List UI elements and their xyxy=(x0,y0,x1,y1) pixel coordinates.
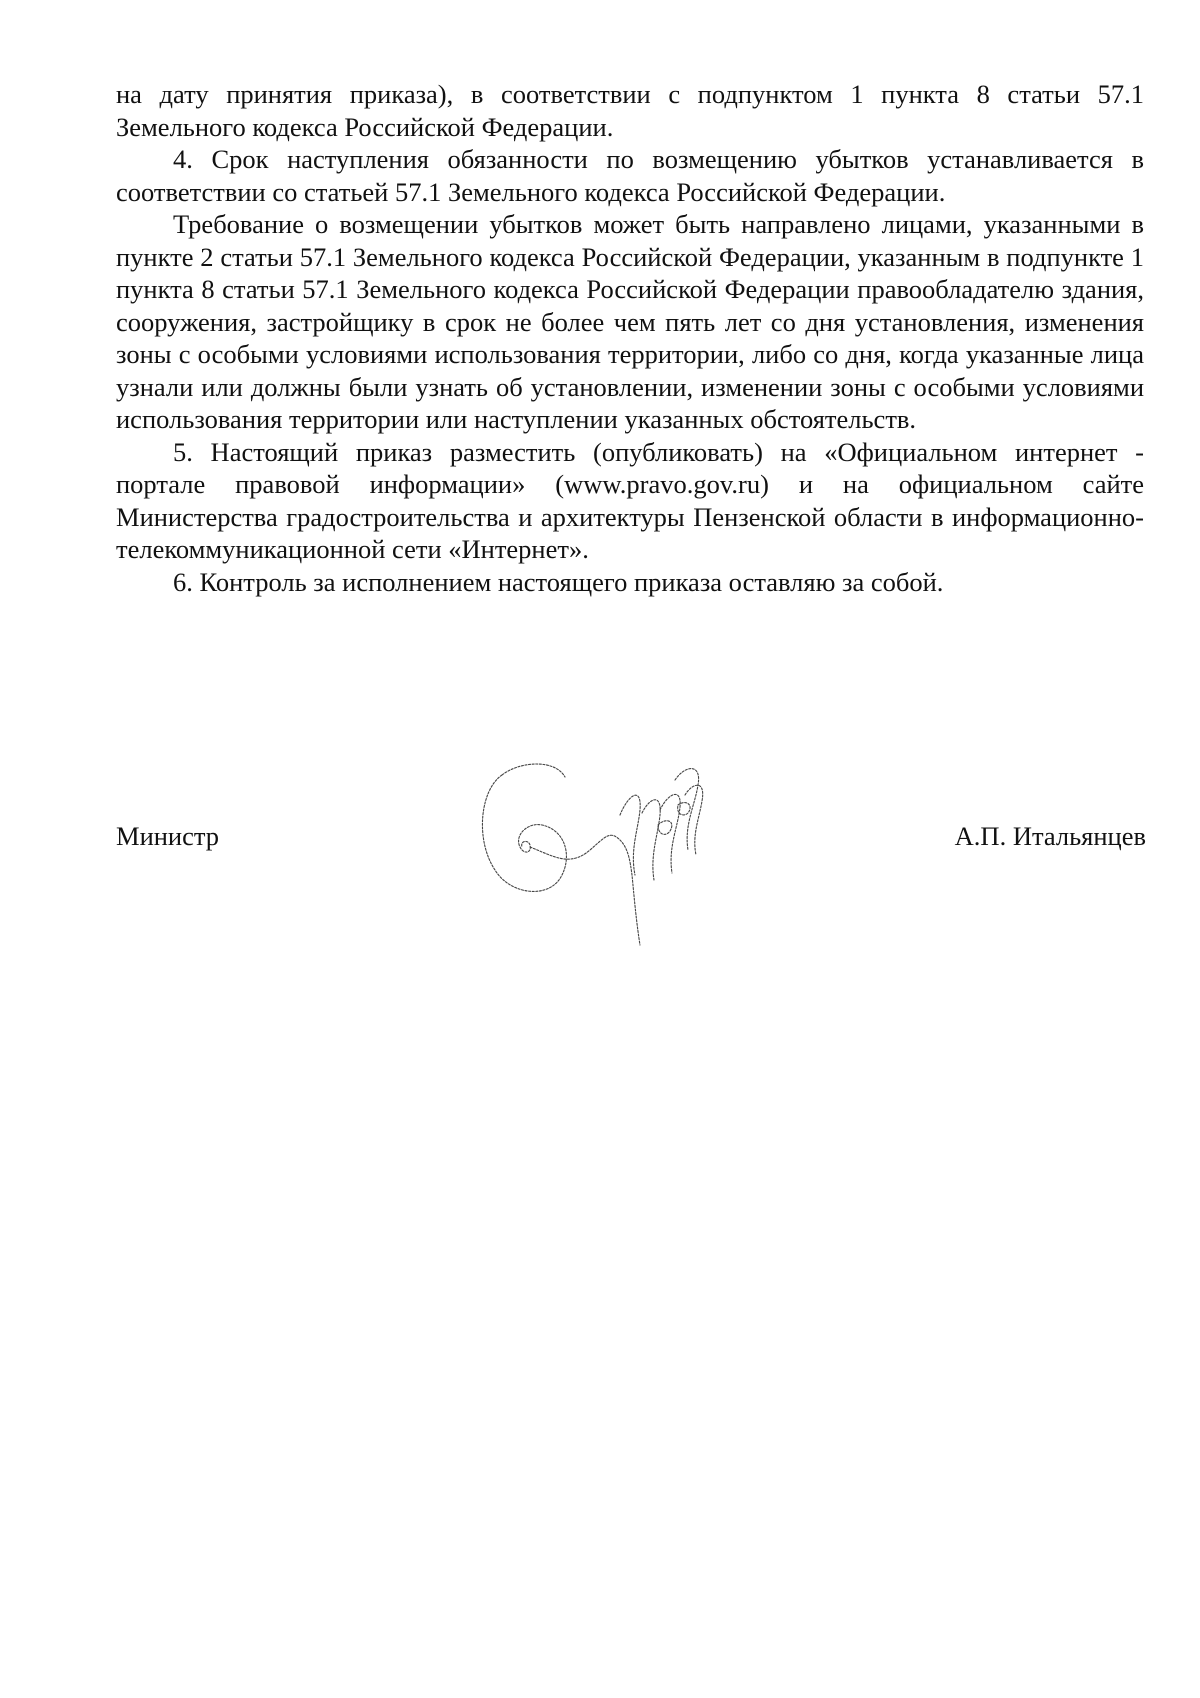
signatory-title: Министр xyxy=(116,821,220,851)
paragraph-continuation: на дату принятия приказа), в соответствии с подпунктом 1 пункта 8 статьи 57.1 Земельного кодекса Российской Федерации. xyxy=(116,79,1144,142)
paragraph-item-5: 5. Настоящий приказ разместить (опубликовать) на «Официальном интернет - портале правовой информации» (www.pravo.gov.ru) и на официальном сайте Министерства градостроительства и архитектуры Пензенской области в информационно-телекоммуникационной сети «Интернет». xyxy=(116,436,1144,564)
paragraph-claim-requirement: Требование о возмещении убытков может быть направлено лицами, указанными в пункте 2 статьи 57.1 Земельного кодекса Российской Федерации, указанным в подпункте 1 пункта 8 статьи 57.1 Земельного кодекса Российской Федерации правообладателю здания, сооружения, застройщику в срок не более чем пять лет со дня установления, изменения зоны с особыми условиями использования территории, либо со дня, когда указанные лица узнали или должны были узнать об установлении, изменении зоны с особыми условиями использования территории или наступлении указанных обстоятельств. xyxy=(116,209,1144,434)
signatory-name: А.П. Итальянцев xyxy=(954,821,1146,851)
document-body xyxy=(116,78,1144,598)
paragraph-item-4: 4. Срок наступления обязанности по возмещению убытков устанавливается в соответствии со статьей 57.1 Земельного кодекса Российской Федерации. xyxy=(116,144,1144,207)
handwritten-signature-icon xyxy=(470,755,745,950)
paragraph-item-6: 6. Контроль за исполнением настоящего приказа оставляю за собой. xyxy=(173,566,944,597)
